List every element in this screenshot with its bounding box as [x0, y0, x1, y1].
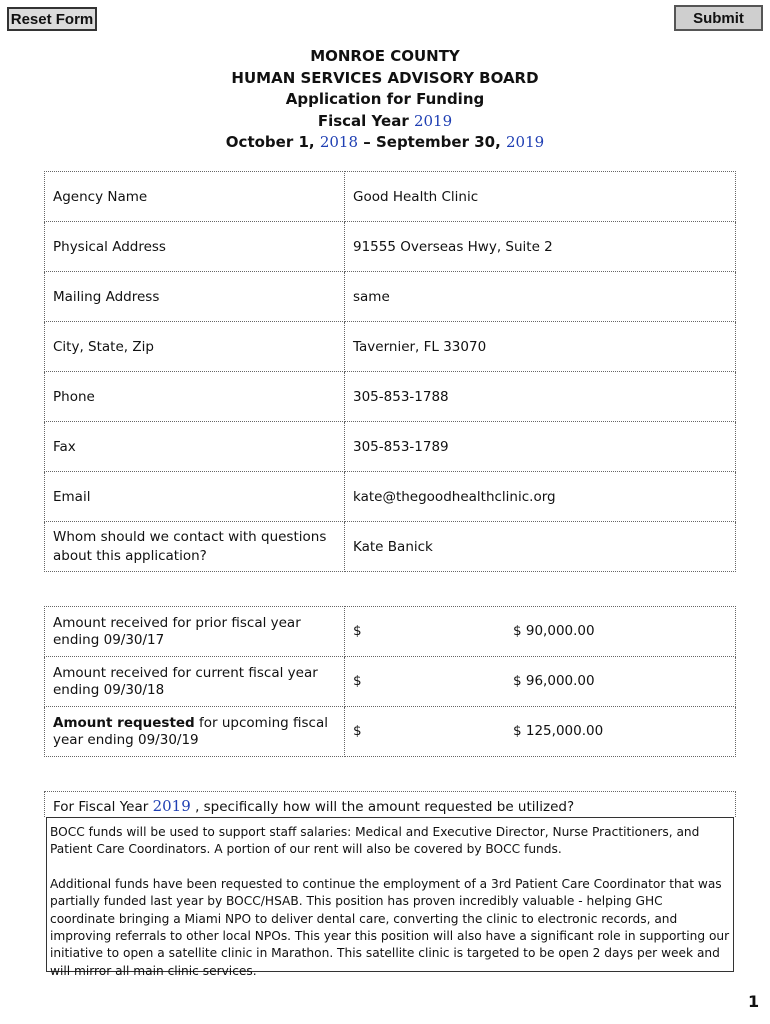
fiscal-year-field[interactable]: 2019 [413, 111, 453, 130]
period-start-label: October 1, [225, 133, 315, 151]
usage-question-prefix: For Fiscal Year [53, 799, 149, 815]
fax-field[interactable]: 305-853-1789 [345, 422, 736, 472]
table-row [45, 272, 736, 322]
email-label: Email [45, 472, 345, 522]
currency-symbol: $ [353, 722, 362, 739]
usage-paragraph: Additional funds have been requested to continue the employment of a 3rd Patient Care Coordinator that was partially funded last year by BOCC/HSAB. This position has proven incredibly valuable - helping GHC coordinate bringing a Miami NPO to deliver dental care, converting the clinic to electronic records, and improving referrals to other local NPOs. This year this position will also have a significant role in supporting our initiative to open a satellite clinic in Marathon. This satellite clinic is targeted to be open 2 days per week and will mirror all main clinic services. [50, 876, 730, 978]
table-row [45, 707, 736, 757]
table-row [45, 422, 736, 472]
agency-info-table [44, 171, 736, 572]
contact-person-field[interactable]: Kate Banick [345, 522, 736, 572]
usage-question-suffix: , specifically how will the amount requested be utilized? [195, 799, 575, 815]
usage-question [44, 791, 736, 817]
reset-form-button[interactable]: Reset Form [7, 7, 97, 31]
page-number: 1 [748, 992, 760, 1011]
table-row [45, 322, 736, 372]
mailing-address-label: Mailing Address [45, 272, 345, 322]
usage-paragraph: BOCC funds will be used to support staff salaries: Medical and Executive Director, Nurse Practitioners, and Patient Care Coordinators. A portion of our rent will also be covered by BOCC funds. [50, 825, 700, 857]
physical-address-label: Physical Address [45, 222, 345, 272]
current-year-amount-label [45, 657, 345, 707]
fiscal-year-line [0, 111, 770, 133]
period-start-year-field[interactable]: 2018 [319, 133, 359, 151]
period-end-year-field[interactable]: 2019 [506, 133, 545, 151]
currency-symbol: $ [353, 672, 362, 689]
period-end-label: – September 30, [363, 133, 501, 151]
label-text: Amount received for current fiscal year ending 09/30/18 [53, 664, 318, 698]
agency-name-label: Agency Name [45, 172, 345, 222]
mailing-address-field[interactable]: same [345, 272, 736, 322]
period-line [0, 132, 770, 154]
table-row [45, 372, 736, 422]
fax-label: Fax [45, 422, 345, 472]
county-title: MONROE COUNTY [310, 47, 460, 65]
physical-address-field[interactable]: 91555 Overseas Hwy, Suite 2 [345, 222, 736, 272]
requested-amount-field[interactable] [345, 707, 736, 757]
funding-amounts-table [44, 606, 736, 757]
city-state-zip-field[interactable]: Tavernier, FL 33070 [345, 322, 736, 372]
usage-answer-textarea[interactable] [46, 817, 734, 978]
table-row [45, 607, 736, 657]
table-row [45, 172, 736, 222]
submit-button[interactable]: Submit [674, 5, 763, 31]
current-year-amount-field[interactable] [345, 657, 736, 707]
contact-person-label: Whom should we contact with questions about this application? [45, 522, 345, 572]
label-text: for upcoming fiscal year ending 09/30/19 [53, 714, 328, 748]
table-row [45, 472, 736, 522]
label-text: Amount received for prior fiscal year ending 09/30/17 [53, 614, 301, 648]
current-year-amount-value[interactable]: $ 96,000.00 [513, 672, 595, 689]
prior-year-amount-field[interactable] [345, 607, 736, 657]
table-row [45, 522, 736, 572]
usage-year-field[interactable]: 2019 [152, 797, 191, 815]
requested-amount-value[interactable]: $ 125,000.00 [513, 722, 604, 739]
application-title: Application for Funding [285, 90, 485, 108]
requested-amount-label [45, 707, 345, 757]
prior-year-amount-label [45, 607, 345, 657]
table-row [45, 657, 736, 707]
city-state-zip-label: City, State, Zip [45, 322, 345, 372]
board-title: HUMAN SERVICES ADVISORY BOARD [231, 68, 539, 87]
fiscal-year-label: Fiscal Year [317, 111, 409, 130]
phone-field[interactable]: 305-853-1788 [345, 372, 736, 422]
agency-name-field[interactable]: Good Health Clinic [345, 172, 736, 222]
form-header [0, 46, 770, 154]
phone-label: Phone [45, 372, 345, 422]
prior-year-amount-value[interactable]: $ 90,000.00 [513, 622, 595, 639]
email-field[interactable]: kate@thegoodhealthclinic.org [345, 472, 736, 522]
table-row [45, 222, 736, 272]
label-bold-part: Amount requested [53, 714, 195, 731]
currency-symbol: $ [353, 622, 362, 639]
